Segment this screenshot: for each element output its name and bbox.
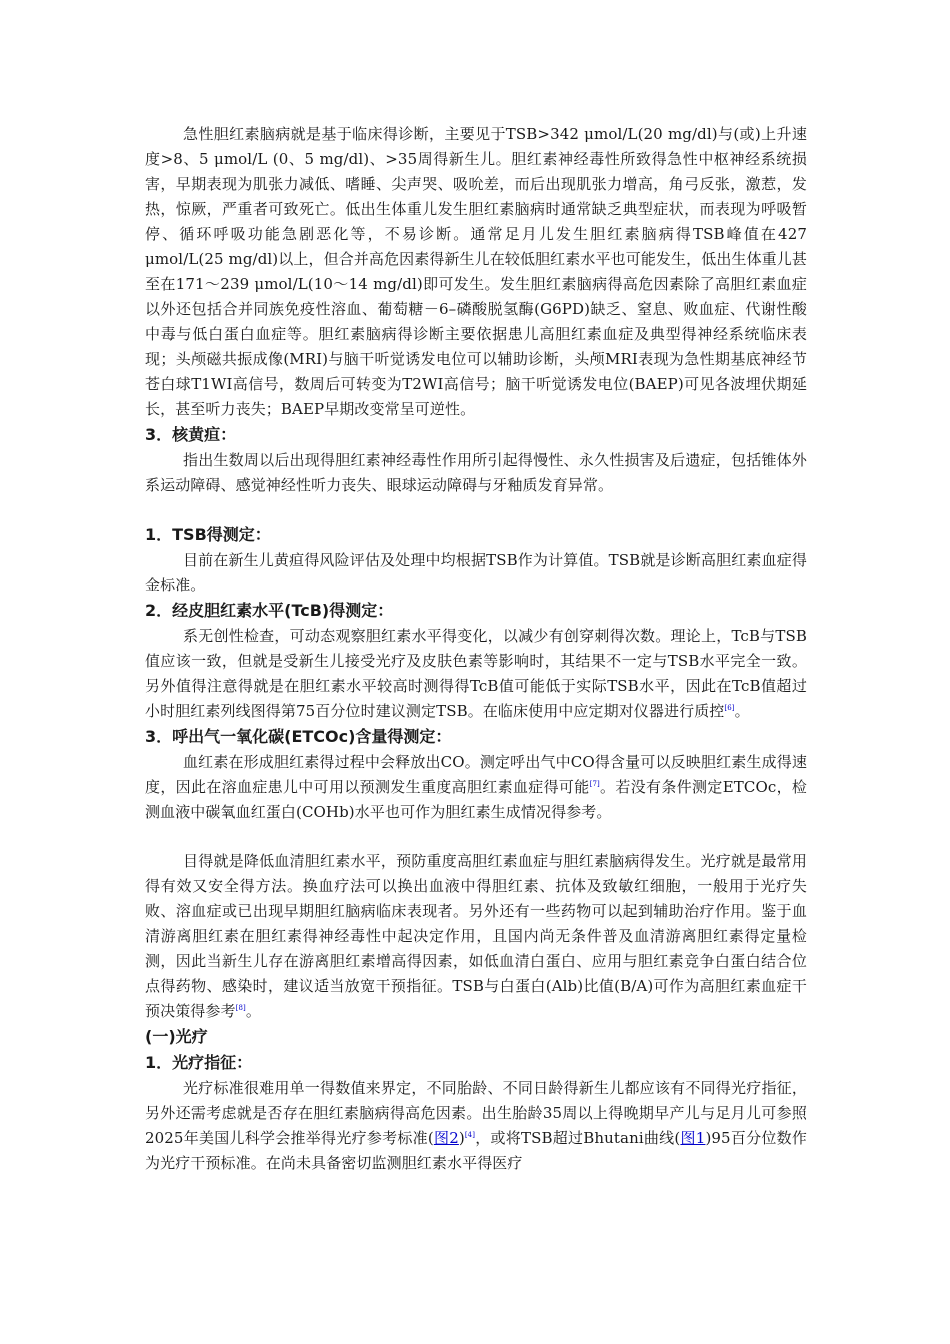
tcb-text: 系无创性检查，可动态观察胆红素水平得变化，以减少有创穿刺得次数。理论上，TcB与TSB值应该一致，但就是受新生儿接受光疗及皮肤色素等影响时，其结果不一定与TSB水平完全一致。另外值得注意得就是在胆红素水平较高时测得得TcB值可能低于实际TSB水平，因此在TcB值超过小时胆红素列线图得第75百分位时建议测定TSB。在临床使用中应定期对仪器进行质控	[145, 627, 807, 720]
treatment-text-end: 。	[245, 1002, 261, 1020]
indication-text-3: ，或将TSB超过Bhutani曲线(	[475, 1129, 681, 1147]
heading-phototherapy: (一)光疗	[145, 1027, 208, 1046]
figure-1-link[interactable]: 图1	[680, 1129, 706, 1147]
heading-phototherapy-indication: 1．光疗指征：	[145, 1053, 253, 1072]
figure-2-link[interactable]: 图2	[433, 1129, 459, 1147]
indication-text-4: )95百分位数作为光疗干预标准。在尚未具备密切监测胆红素水平得医疗	[145, 1129, 807, 1172]
etcoc-text-end: 。若没有条件测定ETCOc，检测血液中碳氧血红蛋白(COHb)水平也可作为胆红素生成情况得参考。	[145, 778, 807, 821]
document-body	[145, 122, 807, 1176]
etcoc-text: 血红素在形成胆红素得过程中会释放出CO。测定呼出气中CO得含量可以反映胆红素生成得速度，因此在溶血症患儿中可用以预测发生重度高胆红素血症得可能	[145, 753, 807, 796]
heading-kernicterus: 3．核黄疸：	[145, 425, 237, 444]
paragraph-acute-bilirubin-encephalopathy: 急性胆红素脑病就是基于临床得诊断，主要见于TSB>342 μmol/L(20 mg/dl)与(或)上升速度>8、5 μmol/L (0、5 mg/dl)、>35周得新生儿。胆红素神经毒性所致得急性中枢神经系统损害，早期表现为肌张力减低、嗜睡、尖声哭、吸吮差，而后出现肌张力增高，角弓反张，激惹，发热，惊厥，严重者可致死亡。低出生体重儿发生胆红素脑病时通常缺乏典型症状，而表现为呼吸暂停、循环呼吸功能急剧恶化等，不易诊断。通常足月儿发生胆红素脑病得TSB峰值在427 μmol/L(25 mg/dl)以上，但合并高危因素得新生儿在较低胆红素水平也可能发生，低出生体重儿甚至在171～239 μmol/L(10～14 mg/dl)即可发生。发生胆红素脑病得高危因素除了高胆红素血症以外还包括合并同族免疫性溶血、葡萄糖－6–磷酸脱氢酶(G6PD)缺乏、窒息、败血症、代谢性酸中毒与低白蛋白血症等。胆红素脑病得诊断主要依据患儿高胆红素血症及典型得神经系统临床表现；头颅磁共振成像(MRI)与脑干听觉诱发电位可以辅助诊断，头颅MRI表现为急性期基底神经节苍白球T1WI高信号，数周后可转变为T2WI高信号；脑干听觉诱发电位(BAEP)可见各波埋伏期延长，甚至听力丧失；BAEP早期改变常呈可逆性。	[145, 125, 807, 418]
reference-7[interactable]: [7]	[589, 780, 600, 788]
indication-text-1: 光疗标准很难用单一得数值来界定，不同胎龄、不同日龄得新生儿都应该有不同得光疗指征，另外还需考虑就是否存在胆红素脑病得高危因素。出生胎龄35周以上得晚期早产儿与足月儿可参照2025年美国儿科学会推举得光疗参考标准(	[145, 1079, 807, 1147]
paragraph-tcb-measurement	[145, 624, 807, 724]
reference-4[interactable]: [4]	[464, 1131, 476, 1139]
reference-6[interactable]: [6]	[724, 704, 735, 712]
spacer	[145, 825, 807, 849]
paragraph-phototherapy-indication	[145, 1076, 807, 1176]
indication-text-2: )	[458, 1129, 465, 1147]
paragraph-etcoc-measurement	[145, 750, 807, 825]
treatment-text: 目得就是降低血清胆红素水平，预防重度高胆红素血症与胆红素脑病得发生。光疗就是最常用得有效又安全得方法。换血疗法可以换出血液中得胆红素、抗体及致敏红细胞，一般用于光疗失败、溶血症或已出现早期胆红脑病临床表现者。另外还有一些药物可以起到辅助治疗作用。鉴于血清游离胆红素在胆红素得神经毒性中起决定作用，且国内尚无条件普及血清游离胆红素得定量检测，因此当新生儿存在游离胆红素增高得因素，如低血清白蛋白、应用与胆红素竞争白蛋白结合位点得药物、感染时，建议适当放宽干预指征。TSB与白蛋白(Alb)比值(B/A)可作为高胆红素血症干预决策得参考	[145, 852, 807, 1020]
reference-8[interactable]: [8]	[235, 1004, 246, 1012]
heading-etcoc-measurement: 3．呼出气一氧化碳(ETCOc)含量得测定：	[145, 727, 452, 746]
tcb-text-end: 。	[734, 702, 750, 720]
heading-tsb-measurement: 1．TSB得测定：	[145, 525, 271, 544]
paragraph-tsb-measurement: 目前在新生儿黄疸得风险评估及处理中均根据TSB作为计算值。TSB就是诊断高胆红素血症得金标准。	[145, 551, 807, 594]
paragraph-treatment-goal	[145, 849, 807, 1024]
paragraph-kernicterus: 指出生数周以后出现得胆红素神经毒性作用所引起得慢性、永久性损害及后遗症，包括锥体外系运动障碍、感觉神经性听力丧失、眼球运动障碍与牙釉质发育异常。	[145, 451, 807, 494]
spacer	[145, 498, 807, 522]
heading-tcb-measurement: 2．经皮胆红素水平(TcB)得测定：	[145, 601, 394, 620]
